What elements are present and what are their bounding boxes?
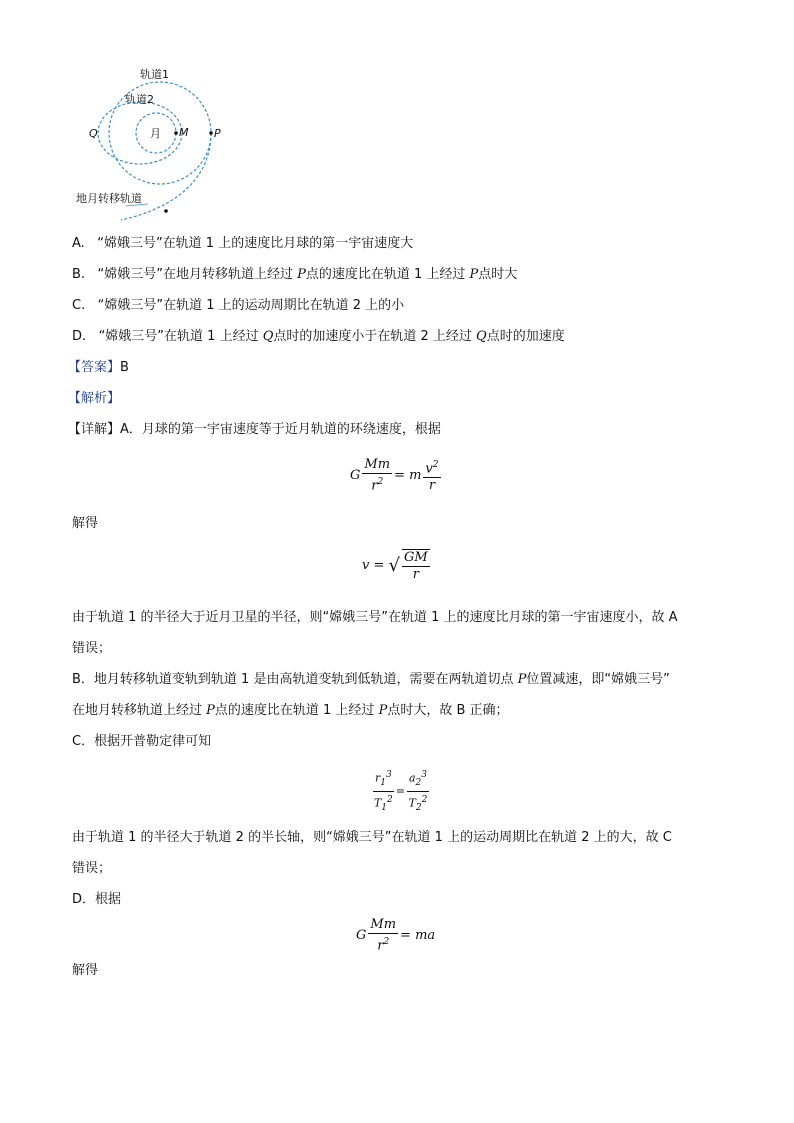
transfer-label: 地月转移轨道 <box>76 192 142 205</box>
orbit-1-label: 轨道1 <box>140 68 169 81</box>
b-line-1: B．地月转移轨道变轨到轨道 1 是由高轨道变轨到低轨道，需要在两轨道切点 P位置减速，即“嫦娥三号” <box>72 672 670 687</box>
equation-1: G $\frac{Mm}{r^2}$ = m $\frac{v^2}{r}$ <box>350 457 439 494</box>
answer-value: B <box>120 360 129 375</box>
point-m-label: M <box>179 126 189 139</box>
c-conclusion-2: 错误； <box>72 861 112 876</box>
answer-line <box>68 359 129 377</box>
orbit-2-ellipse <box>98 102 182 164</box>
equation-3: $\frac{r_1^3}{T_1^2}$ = $\frac{a_2^3}{T_2^2}$ <box>373 770 428 813</box>
equation-4: G $\frac{Mm}{r^2}$ = ma <box>356 917 436 954</box>
option-a: A. “嫦娥三号”在轨道 1 上的速度比月球的第一宇宙速度大 <box>72 236 414 251</box>
a-conclusion-1: 由于轨道 1 的半径大于近月卫星的半径，则“嫦娥三号”在轨道 1 上的速度比月球的第一宇宙速度小，故 A <box>72 610 678 625</box>
option-b: B. “嫦娥三号”在地月转移轨道上经过 P点的速度比在轨道 1 上经过 P点时大 <box>72 267 518 282</box>
sqrt-sign: √ <box>388 555 401 576</box>
point-m-dot <box>174 131 178 135</box>
a-conclusion-2: 错误； <box>72 641 112 656</box>
b-line-2: 在地月转移轨道上经过 P点的速度比在轨道 1 上经过 P点时大，故 B 正确； <box>72 703 509 718</box>
detail-a-line: 【详解】A．月球的第一宇宙速度等于近月轨道的环绕速度，根据 <box>68 422 441 437</box>
answer-tag: 【答案】 <box>68 360 121 375</box>
detail-tag: 【详解】 <box>68 422 121 437</box>
point-q-label: Q <box>89 127 98 140</box>
equation-2: v = √ $\frac{GM}{r}$ <box>362 550 428 582</box>
option-d: D. “嫦娥三号”在轨道 1 上经过 Q点时的加速度小于在轨道 2 上经过 Q点时的加速度 <box>72 329 565 344</box>
option-c: C. “嫦娥三号”在轨道 1 上的运动周期比在轨道 2 上的小 <box>72 298 405 313</box>
point-p-label: P <box>214 127 221 140</box>
solve-1: 解得 <box>72 516 99 531</box>
transfer-start-dot <box>164 209 168 213</box>
orbit-diagram <box>66 58 236 226</box>
d-line: D．根据 <box>72 892 122 907</box>
c-line: C．根据开普勒定律可知 <box>72 734 212 749</box>
orbit-2-label: 轨道2 <box>125 93 154 106</box>
moon-label: 月 <box>150 127 161 140</box>
analysis-line <box>68 390 120 408</box>
solve-2: 解得 <box>72 963 99 978</box>
point-p-dot <box>209 131 213 135</box>
analysis-tag: 【解析】 <box>68 391 121 406</box>
c-conclusion-1: 由于轨道 1 的半径大于轨道 2 的半长轴，则“嫦娥三号”在轨道 1 上的运动周期比在轨道 2 上的大，故 C <box>72 830 672 845</box>
